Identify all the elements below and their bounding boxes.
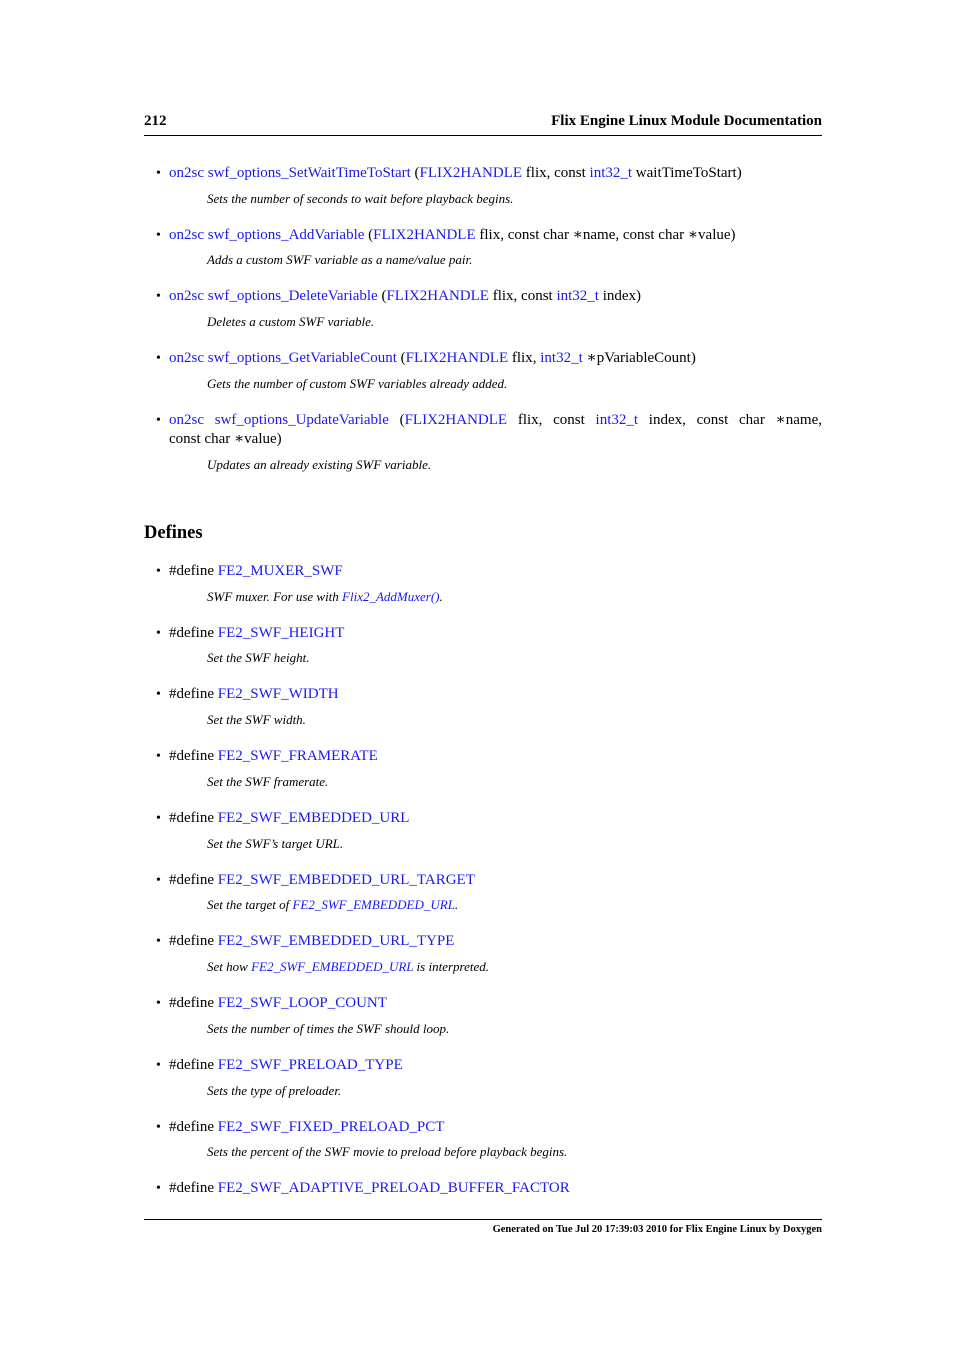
function-name-link[interactable]: on2sc swf_options_DeleteVariable (169, 288, 378, 304)
bullet: • (156, 1120, 161, 1135)
define-name-link[interactable]: FE2_SWF_WIDTH (217, 686, 339, 702)
define-name-link[interactable]: FE2_SWF_EMBEDDED_URL (217, 810, 410, 826)
type-link-int32[interactable]: int32_t (589, 165, 633, 181)
define-description: Set the SWF framerate. (207, 774, 329, 789)
document-page (144, 0, 822, 1350)
define-item (156, 562, 822, 581)
define-keyword: #define (169, 1119, 218, 1135)
desc-text: . (439, 589, 443, 604)
function-description: Sets the number of seconds to wait before playback begins. (207, 191, 514, 206)
args-text: index, const char ∗name, (638, 412, 822, 428)
define-name-link[interactable]: FE2_SWF_PRELOAD_TYPE (217, 1057, 403, 1073)
define-keyword: #define (169, 563, 218, 579)
define-keyword: #define (169, 872, 218, 888)
args-text: flix, const (522, 165, 590, 181)
bullet: • (156, 413, 161, 428)
define-description: Sets the percent of the SWF movie to preload before playback begins. (207, 1144, 568, 1159)
define-keyword: #define (169, 933, 218, 949)
type-link-flix2handle[interactable]: FLIX2HANDLE (386, 288, 489, 304)
type-link-int32[interactable]: int32_t (540, 350, 583, 366)
define-name-link[interactable]: FE2_SWF_FIXED_PRELOAD_PCT (217, 1119, 445, 1135)
define-name-link[interactable]: FE2_SWF_EMBEDDED_URL_TYPE (217, 933, 455, 949)
function-item: • on2sc swf_options_SetWaitTimeToStart (FLIX2HANDLE flix, const int32_t waitTimeToStart) (156, 165, 742, 181)
define-description: Set the SWF height. (207, 650, 310, 665)
function-item: • on2sc swf_options_GetVariableCount (FLIX2HANDLE flix, int32_t ∗pVariableCount) (156, 350, 696, 366)
desc-text: Set how (207, 959, 252, 974)
args-text: index) (598, 288, 642, 304)
args-text: flix, const char ∗name, const char ∗value) (475, 227, 736, 243)
desc-link[interactable]: Flix2_AddMuxer() (342, 589, 440, 604)
function-item: • on2sc swf_options_UpdateVariable (FLIX2HANDLE flix, const int32_t index, const char ∗name, (156, 412, 822, 428)
define-keyword: #define (169, 748, 218, 764)
function-name-link[interactable]: on2sc swf_options_AddVariable (169, 227, 365, 243)
function-name-link[interactable]: on2sc swf_options_SetWaitTimeToStart (169, 165, 411, 181)
define-description (207, 958, 822, 975)
bullet: • (156, 687, 161, 702)
args-text: const char ∗value) (169, 431, 282, 447)
args-text: flix, (508, 350, 541, 366)
define-item (156, 1056, 822, 1075)
desc-text: Set the target of (207, 897, 293, 912)
section-heading-defines: Defines (144, 523, 203, 543)
bullet: • (156, 996, 161, 1011)
define-item (156, 624, 822, 643)
define-keyword: #define (169, 686, 218, 702)
define-description (207, 588, 822, 605)
footer-rule (144, 1219, 822, 1220)
header-title: Flix Engine Linux Module Documentation (551, 113, 822, 129)
define-item (156, 994, 822, 1013)
define-name-link[interactable]: FE2_SWF_ADAPTIVE_PRELOAD_BUFFER_FACTOR (217, 1180, 570, 1196)
define-keyword: #define (169, 1057, 218, 1073)
define-item (156, 685, 822, 704)
define-name-link[interactable]: FE2_SWF_EMBEDDED_URL_TARGET (217, 872, 475, 888)
define-description: Sets the type of preloader. (207, 1083, 342, 1098)
type-link-flix2handle[interactable]: FLIX2HANDLE (373, 227, 476, 243)
define-description: Set the SWF width. (207, 712, 306, 727)
bullet: • (156, 1181, 161, 1196)
bullet: • (156, 626, 161, 641)
type-link-int32[interactable]: int32_t (595, 412, 639, 428)
bullet: • (156, 749, 161, 764)
bullet: • (156, 228, 161, 243)
function-item: • on2sc swf_options_DeleteVariable (FLIX2HANDLE flix, const int32_t index) (156, 288, 642, 304)
type-link-flix2handle[interactable]: FLIX2HANDLE (419, 165, 523, 181)
bullet: • (156, 166, 161, 181)
define-description (207, 896, 822, 913)
function-description: Adds a custom SWF variable as a name/value pair. (207, 252, 473, 267)
define-name-link[interactable]: FE2_MUXER_SWF (217, 563, 343, 579)
define-item (156, 871, 822, 890)
define-keyword: #define (169, 995, 218, 1011)
page-footer: Generated on Tue Jul 20 17:39:03 2010 for Flix Engine Linux by Doxygen (492, 1224, 822, 1235)
bullet: • (156, 289, 161, 304)
define-name-link[interactable]: FE2_SWF_FRAMERATE (217, 748, 378, 764)
type-link-int32[interactable]: int32_t (556, 288, 599, 304)
function-item-continuation (169, 430, 822, 449)
desc-text: SWF muxer. For use with (207, 589, 343, 604)
define-item (156, 932, 822, 951)
bullet: • (156, 564, 161, 579)
bullet: • (156, 934, 161, 949)
function-name-link[interactable]: on2sc swf_options_GetVariableCount (169, 350, 397, 366)
page-header (144, 113, 822, 136)
page-number: 212 (144, 113, 167, 129)
type-link-flix2handle[interactable]: FLIX2HANDLE (405, 350, 509, 366)
bullet: • (156, 811, 161, 826)
desc-text: is interpreted. (413, 959, 489, 974)
define-name-link[interactable]: FE2_SWF_HEIGHT (217, 625, 345, 641)
args-text: waitTimeToStart) (632, 165, 742, 181)
define-description: Set the SWF’s target URL. (207, 836, 344, 851)
function-description: Gets the number of custom SWF variables already added. (207, 376, 508, 391)
define-keyword: #define (169, 1180, 218, 1196)
args-text: ∗pVariableCount) (582, 350, 696, 366)
function-description: Deletes a custom SWF variable. (207, 314, 375, 329)
define-keyword: #define (169, 810, 218, 826)
define-item (156, 1179, 822, 1198)
bullet: • (156, 873, 161, 888)
define-description: Sets the number of times the SWF should loop. (207, 1021, 450, 1036)
args-text: flix, const (507, 412, 596, 428)
args-text: flix, const (488, 288, 557, 304)
define-item (156, 747, 822, 766)
define-name-link[interactable]: FE2_SWF_LOOP_COUNT (217, 995, 387, 1011)
function-item: • on2sc swf_options_AddVariable (FLIX2HANDLE flix, const char ∗name, const char ∗value) (156, 227, 736, 243)
function-name-link[interactable]: on2sc swf_options_UpdateVariable (169, 412, 389, 428)
desc-link[interactable]: FE2_SWF_EMBEDDED_URL (251, 959, 414, 974)
desc-text: . (454, 897, 459, 912)
function-description: Updates an already existing SWF variable. (207, 457, 432, 472)
define-item (156, 809, 822, 828)
bullet: • (156, 1058, 161, 1073)
bullet: • (156, 351, 161, 366)
define-item (156, 1118, 822, 1137)
desc-link[interactable]: FE2_SWF_EMBEDDED_URL (292, 897, 455, 912)
type-link-flix2handle[interactable]: FLIX2HANDLE (404, 412, 508, 428)
define-keyword: #define (169, 625, 218, 641)
